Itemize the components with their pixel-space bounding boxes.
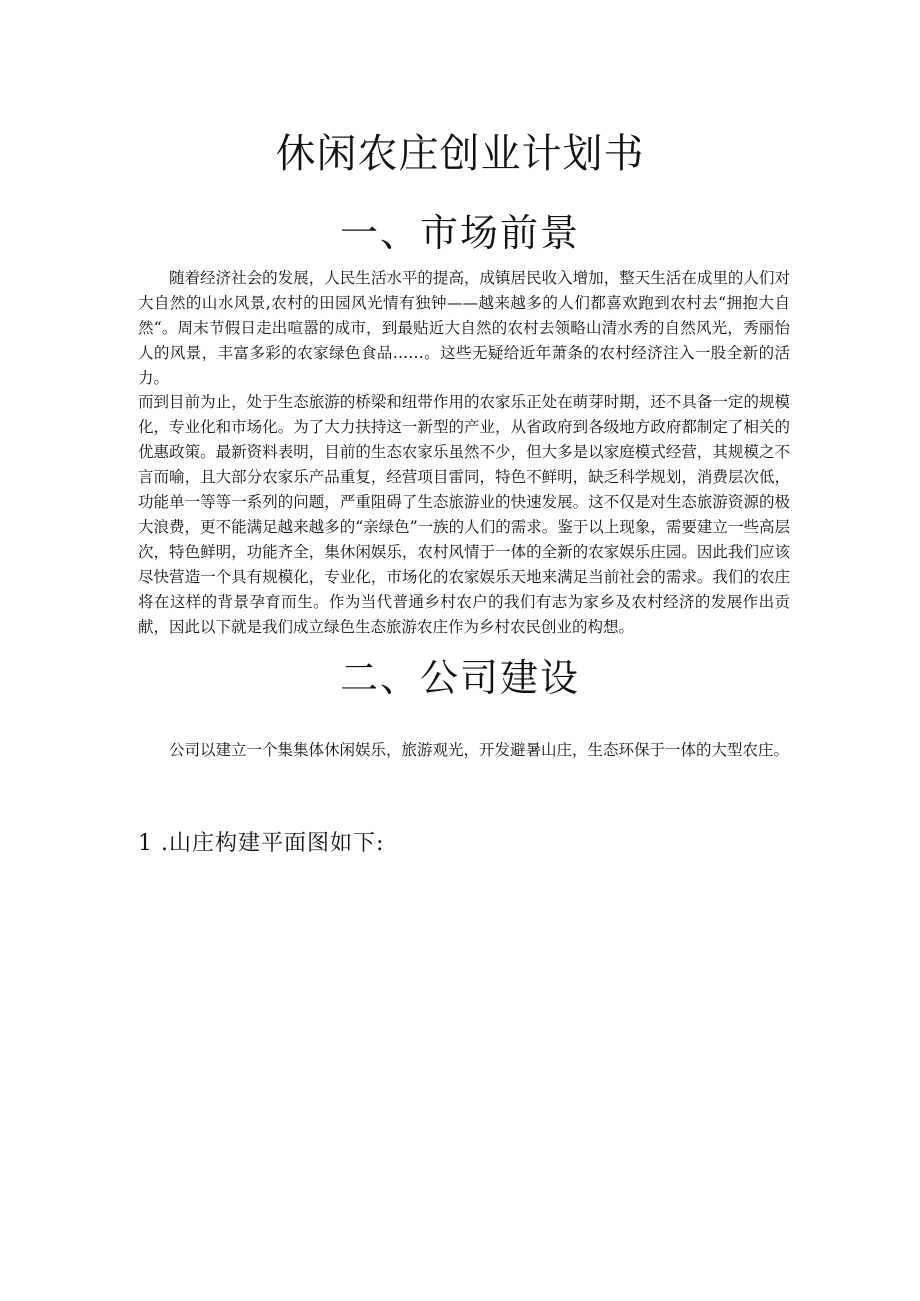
paragraph-company-1: 公司以建立一个集集体休闲娱乐，旅游观光，开发避暑山庄，生态环保于一体的大型农庄。 (169, 741, 790, 759)
paragraph-market-2: 而到目前为止，处于生态旅游的桥梁和纽带作用的农家乐正处在萌芽时期，还不具备一定的规模化，专业化和市场化。为了大力扶持这一新型的产业，从省政府到各级地方政府都制定了相关的优惠政策。最新资料表明，目前的生态农家乐虽然不少，但大多是以家庭模式经营，其规模之不言而喻，且大部分农家乐产品重复，经营项目雷同，特色不鲜明，缺乏科学规划，消费层次低，功能单一等等一系列的问题，严重阻碍了生态旅游业的快速发展。这不仅是对生态旅游资源的极大浪费，更不能满足越来越多的“亲绿色”一族的人们的需求。鉴于以上现象，需要建立一些高层次，特色鲜明，功能齐全，集休闲娱乐，农村风情于一体的全新的农家娱乐庄园。因此我们应该尽快营造一个具有规模化，专业化，市场化的农家娱乐天地来满足当前社会的需求。我们的农庄将在这样的背景孕育而生。作为当代普通乡村农户的我们有志为家乡及农村经济的发展作出贡献，因此以下就是我们成立绿色生态旅游农庄作为乡村农民创业的构想。 (138, 393, 790, 636)
subheading-floor-plan: 1 .山庄构建平面图如下: (138, 831, 385, 856)
document-title: 休闲农庄创业计划书 (275, 131, 645, 177)
paragraph-market-1: 随着经济社会的发展，人民生活水平的提高，成镇居民收入增加，整天生活在成里的人们对大自然的山水风景,农村的田园风光情有独钟——越来越多的人们都喜欢跑到农村去“拥抱大自然“。周末节假日走出喧嚣的成市，到最贴近大自然的农村去领略山清水秀的自然风光，秀丽怡人的风景，丰富多彩的农家绿色食品……。这些无疑给近年萧条的农村经济注入一股全新的活力。 (138, 269, 790, 387)
section-heading-market-outlook: 一、市场前景 (339, 211, 580, 255)
section-heading-company-setup: 二、公司建设 (339, 656, 580, 700)
